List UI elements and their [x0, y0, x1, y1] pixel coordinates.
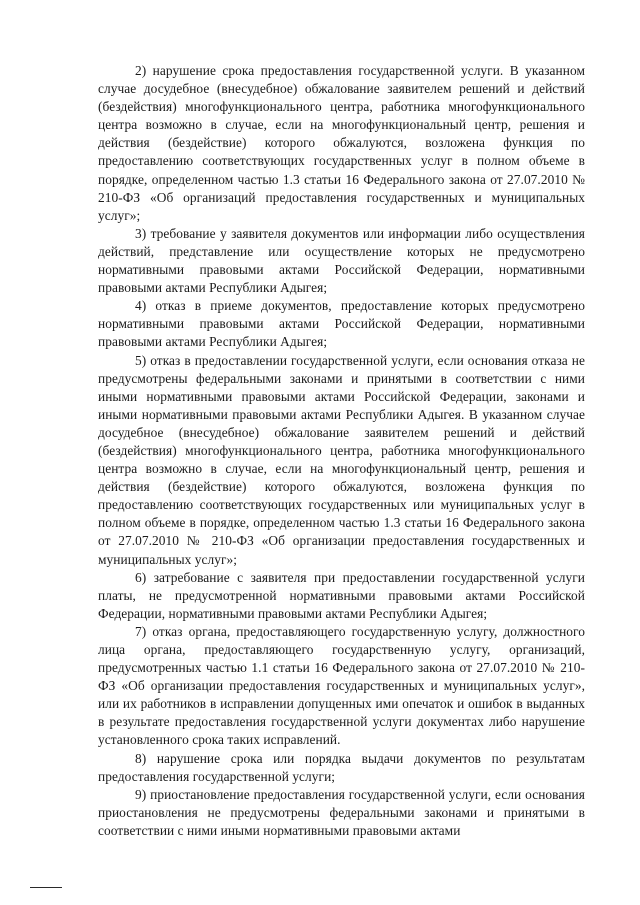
paragraph-item-3: 3) требование у заявителя документов или информации либо осуществления действий, представление или осуществление которых не предусмотрено нормативными правовыми актами Российской Федерации, нормативными правовыми актами Республики Адыгея; — [98, 225, 585, 296]
paragraph-item-9: 9) приостановление предоставления государственной услуги, если основания приостановления не предусмотрены федеральными законами и принятыми в соответствии с ними иными нормативными правовыми актами — [98, 786, 585, 838]
paragraph-item-5: 5) отказ в предоставлении государственной услуги, если основания отказа не предусмотрены федеральными законами и принятыми в соответствии с ними иными нормативными правовыми актами Российской Федерации, законами и иными нормативными правовыми актами Республики Адыгея. В указанном случае досудебное (внесудебное) обжалование заявителем решений и действий (бездействия) многофункционального центра, работника многофункционального центра возможно в случае, если на многофункциональный центр, решения и действия (бездействие) которого обжалуются, возложена функция по предоставлению соответствующих государственных или муниципальных услуг в полном объеме в порядке, определенном частью 1.3 статьи 16 Федерального закона от 27.07.2010 № 210-ФЗ «Об организации предоставления государственных и муниципальных услуг»; — [98, 352, 585, 567]
paragraph-item-6: 6) затребование с заявителя при предоставлении государственной услуги платы, не предусмотренной нормативными правовыми актами Российской Федерации, нормативными правовыми актами Республики Адыгея; — [98, 569, 585, 621]
footer-divider — [30, 887, 62, 888]
paragraph-item-8: 8) нарушение срока или порядка выдачи документов по результатам предоставления государственной услуги; — [98, 750, 585, 784]
paragraph-item-7: 7) отказ органа, предоставляющего государственную услугу, должностного лица органа, предоставляющего государственную услугу, организаций, предусмотренных частью 1.1 статьи 16 Федерального закона от 27.07.2010 № 210-ФЗ «Об организации предоставления государственных и муниципальных услуг», или их работников в исправлении допущенных ими опечаток и ошибок в выданных в результате предоставления государственной услуги документах либо нарушение установленного срока таких исправлений. — [98, 623, 585, 748]
paragraph-item-4: 4) отказ в приеме документов, предоставление которых предусмотрено нормативными правовыми актами Российской Федерации, нормативными правовыми актами Республики Адыгея; — [98, 298, 585, 350]
document-body — [98, 62, 585, 840]
paragraph-item-2: 2) нарушение срока предоставления государственной услуги. В указанном случае досудебное (внесудебное) обжалование заявителем решений и действий (бездействия) многофункционального центра, работника многофункционального центра возможно в случае, если на многофункциональный центр, решения и действия (бездействие) которого обжалуются, возложена функция по предоставлению соответствующих государственных услуг в полном объеме в порядке, определенном частью 1.3 статьи 16 Федерального закона от 27.07.2010 № 210-ФЗ «Об организаций предоставления государственных и муниципальных услуг»; — [98, 63, 585, 223]
